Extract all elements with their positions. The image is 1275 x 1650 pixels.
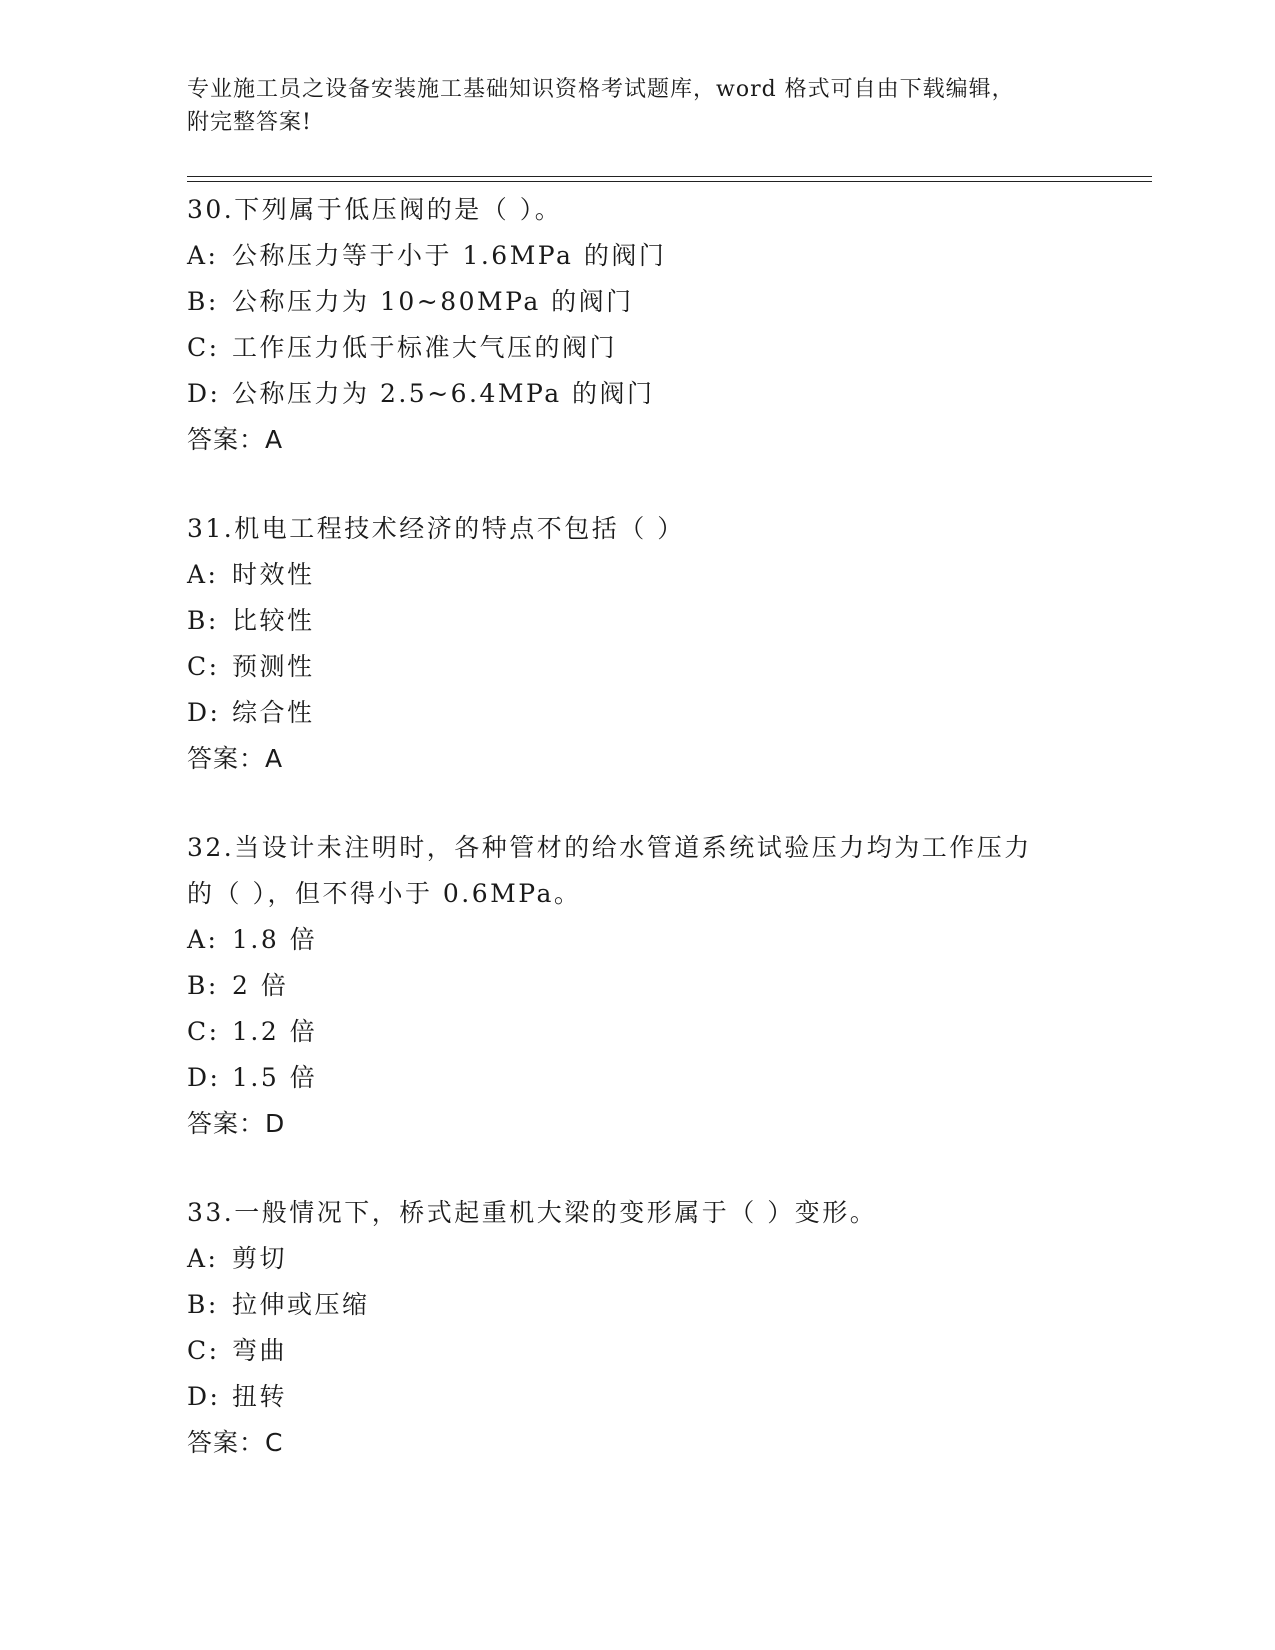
- option-label: A:: [187, 560, 219, 589]
- option-label: C:: [187, 1017, 220, 1046]
- option-text: 扭转: [232, 1382, 288, 1411]
- option-label: B:: [187, 606, 219, 635]
- option-label: D:: [187, 1382, 221, 1411]
- option-d: [187, 371, 1087, 417]
- option-text: 公称压力为 2.5~6.4MPa 的阀门: [232, 379, 655, 408]
- document-header: [187, 73, 1067, 139]
- option-label: C:: [187, 652, 220, 681]
- option-text: 2 倍: [232, 971, 289, 1000]
- question-31: [187, 506, 1087, 781]
- option-label: A:: [187, 1244, 219, 1273]
- option-text: 预测性: [232, 652, 315, 681]
- question-stem: 33.一般情况下，桥式起重机大梁的变形属于（ ）变形。: [187, 1198, 878, 1227]
- option-a: [187, 1236, 1087, 1282]
- option-text: 弯曲: [232, 1336, 288, 1365]
- question-stem: 30.下列属于低压阀的是（ ）。: [187, 195, 563, 224]
- option-d: [187, 690, 1087, 736]
- option-text: 公称压力等于小于 1.6MPa 的阀门: [232, 241, 667, 270]
- question-stem-line-2: 的（ ），但不得小于 0.6MPa。: [187, 879, 582, 908]
- option-text: 工作压力低于标准大气压的阀门: [232, 333, 618, 362]
- option-text: 时效性: [232, 560, 315, 589]
- header-divider-top: [187, 176, 1152, 177]
- option-label: D:: [187, 379, 221, 408]
- option-label: D:: [187, 698, 221, 727]
- header-divider-bottom: [187, 181, 1152, 182]
- option-label: B:: [187, 287, 219, 316]
- question-stem: 31.机电工程技术经济的特点不包括（ ）: [187, 514, 685, 543]
- option-b: [187, 1282, 1087, 1328]
- option-d: [187, 1374, 1087, 1420]
- option-text: 剪切: [232, 1244, 288, 1273]
- option-text: 比较性: [232, 606, 315, 635]
- option-text: 拉伸或压缩: [232, 1290, 370, 1319]
- option-label: D:: [187, 1063, 221, 1092]
- option-label: A:: [187, 925, 219, 954]
- answer-line: 答案：D: [187, 1109, 286, 1138]
- option-d: [187, 1055, 1087, 1101]
- option-label: B:: [187, 971, 219, 1000]
- option-c: [187, 1009, 1087, 1055]
- option-b: [187, 963, 1087, 1009]
- question-33: [187, 1190, 1087, 1465]
- option-b: [187, 279, 1087, 325]
- option-b: [187, 598, 1087, 644]
- option-a: [187, 552, 1087, 598]
- question-32: [187, 825, 1087, 1146]
- answer-line: 答案：A: [187, 744, 284, 773]
- option-label: C:: [187, 1336, 220, 1365]
- option-a: [187, 917, 1087, 963]
- question-stem-line-1: 32.当设计未注明时，各种管材的给水管道系统试验压力均为工作压力: [187, 833, 1032, 862]
- option-text: 公称压力为 10~80MPa 的阀门: [232, 287, 634, 316]
- question-list: [187, 187, 1087, 1509]
- option-a: [187, 233, 1087, 279]
- option-text: 1.8 倍: [232, 925, 318, 954]
- option-c: [187, 1328, 1087, 1374]
- option-text: 1.5 倍: [232, 1063, 318, 1092]
- answer-line: 答案：C: [187, 1428, 284, 1457]
- option-label: C:: [187, 333, 220, 362]
- option-text: 综合性: [232, 698, 315, 727]
- option-c: [187, 644, 1087, 690]
- header-line-2: 附完整答案!: [187, 110, 312, 135]
- answer-line: 答案：A: [187, 425, 284, 454]
- option-label: A:: [187, 241, 219, 270]
- header-line-1: 专业施工员之设备安装施工基础知识资格考试题库，word 格式可自由下载编辑，: [187, 77, 1015, 102]
- option-text: 1.2 倍: [232, 1017, 318, 1046]
- option-c: [187, 325, 1087, 371]
- question-30: [187, 187, 1087, 462]
- option-label: B:: [187, 1290, 219, 1319]
